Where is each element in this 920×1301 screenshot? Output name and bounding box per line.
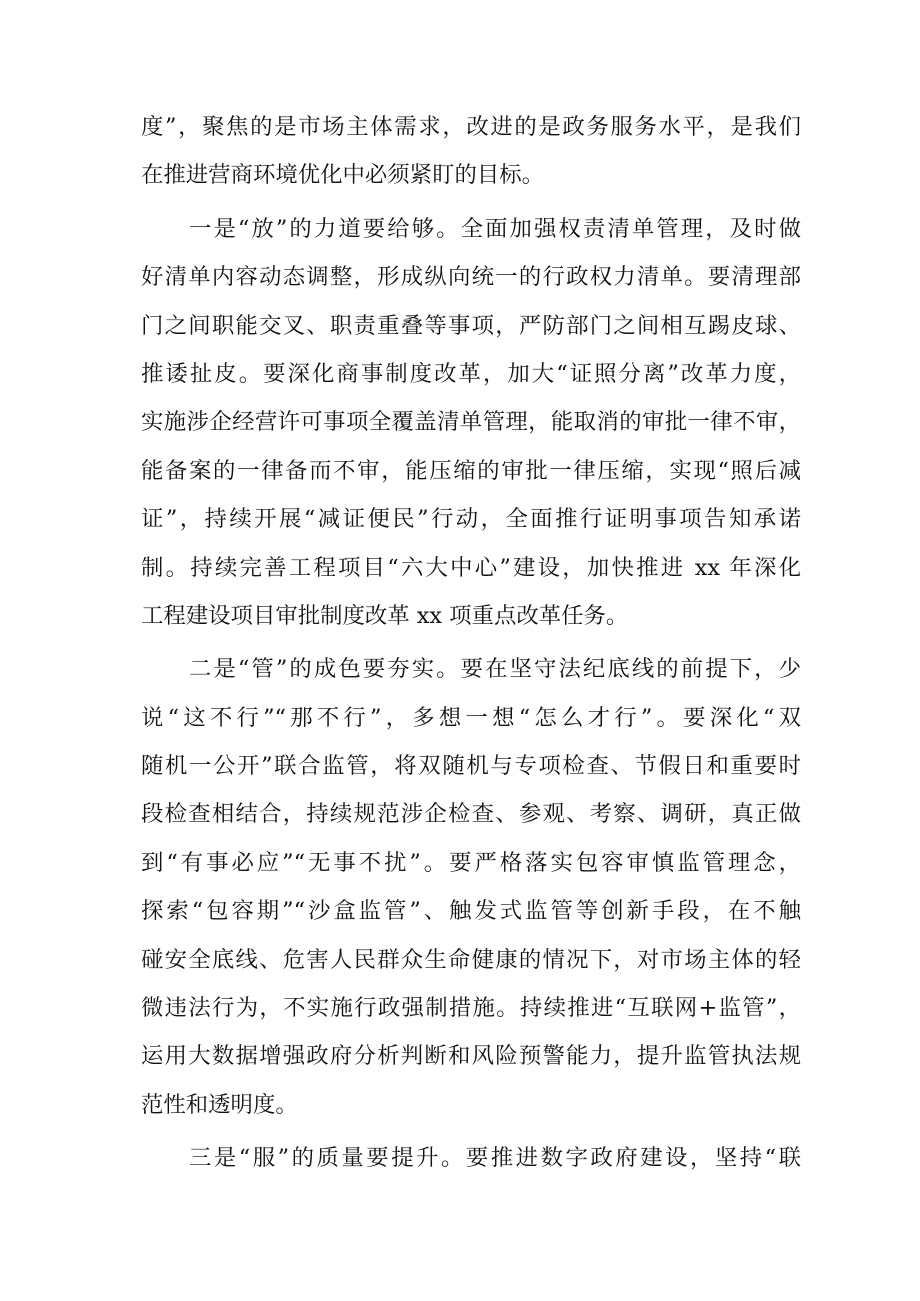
text-line: 到“有事必应”“无事不扰”。要严格落实包容审慎监管理念， [141, 849, 801, 876]
text-line: 三是“服”的质量要提升。要推进数字政府建设，坚持“联 [189, 1145, 801, 1172]
text-line: 说“这不行”“那不行”，多想一想“怎么才行”。要深化“双 [141, 704, 801, 731]
text-line: 门之间职能交叉、职责重叠等事项，严防部门之间相互踢皮球、 [141, 312, 801, 339]
text-line: 制。持续完善工程项目“六大中心”建设，加快推进 xx 年深化 [141, 554, 801, 581]
text-line: 碰安全底线、危害人民群众生命健康的情况下，对市场主体的轻 [141, 946, 801, 973]
text-line: 随机一公开”联合监管，将双随机与专项检查、节假日和重要时 [141, 753, 801, 780]
paragraph [141, 205, 801, 641]
text-line: 一是“放”的力道要给够。全面加强权责清单管理，及时做 [189, 215, 801, 242]
text-line: 运用大数据增强政府分析判断和风险预警能力，提升监管执法规 [141, 1043, 801, 1070]
text-line: 在推进营商环境优化中必须紧盯的目标。 [141, 162, 545, 189]
text-line: 证”，持续开展“减证便民”行动，全面推行证明事项告知承诺 [141, 506, 801, 533]
paragraph [141, 1134, 801, 1182]
document-body [141, 103, 801, 1183]
text-line: 范性和透明度。 [141, 1091, 298, 1118]
text-line: 好清单内容动态调整，形成纵向统一的行政权力清单。要清理部 [141, 264, 801, 291]
text-line: 能备案的一律备而不审，能压缩的审批一律压缩，实现“照后减 [141, 457, 801, 484]
text-line: 二是“管”的成色要夯实。要在坚守法纪底线的前提下，少 [189, 656, 801, 683]
text-line: 度”，聚焦的是市场主体需求，改进的是政务服务水平，是我们 [141, 114, 801, 140]
text-line: 探索“包容期”“沙盒监管”、触发式监管等创新手段，在不触 [141, 898, 801, 925]
text-line: 工程建设项目审批制度改革 xx 项重点改革任务。 [141, 602, 629, 629]
text-line: 微违法行为，不实施行政强制措施。持续推进“互联网+监管”， [141, 995, 801, 1022]
paragraph [141, 645, 801, 1129]
text-line: 推诿扯皮。要深化商事制度改革，加大“证照分离”改革力度， [141, 360, 801, 387]
paragraph [141, 103, 801, 200]
text-line: 段检查相结合，持续规范涉企检查、参观、考察、调研，真正做 [141, 801, 801, 828]
text-line: 实施涉企经营许可事项全覆盖清单管理，能取消的审批一律不审， [141, 409, 801, 436]
